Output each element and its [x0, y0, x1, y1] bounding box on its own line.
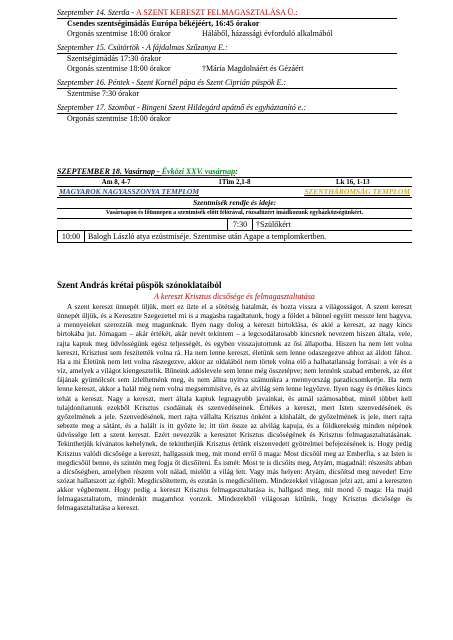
mass-row: Orgonás szentmise 18:00 órakor †Mária Magdolnáért és Gézáért	[67, 64, 304, 73]
day-subline: Szentségimádás 17:30 órakor	[67, 54, 162, 63]
sermon-title: Szent András krétai püspök szónoklataiból	[57, 280, 222, 290]
church-headers	[57, 186, 412, 198]
day-entry	[57, 78, 397, 99]
mass-row: Orgonás szentmise 18:00 órakor Háláből, házassági évforduló alkalmából	[67, 29, 333, 38]
day-subline: Csendes szentségimádás Európa békéjéért, 16:45 órakor	[67, 19, 260, 28]
day-heading: Szeptember 14. Szerda - A SZENT KERESZT FELMAGASZTALÁSA Ü.:	[57, 8, 397, 19]
day-subline: Szentmise 7:30 órakor	[67, 89, 139, 98]
sermon-body: A szent kereszt ünnepét üljük, mert ez űzte el a sötétség hatalmát, és hozta vissza a világosságot. A szent kereszt ünnepét üljük, és a Keresztre Szegezettel mi is a magasba ragadtatunk, hogy a földet a bűnnel együtt messze lent hagyva, a mennyeieket szerezzük meg magunknak. Ilyen nagy dolog a kereszt birtoklása, és akié a kereszt, az nagy kincs birtokába jut. Jómagam – akár értékét, akár nevét tekintem – a legcsodálatosabb kincsnek nevezem hiszen általa, vele, rajta kaptuk meg üdvösségünk egész teljességét, és egyben visszajutottunk az ősi állapotba. Hiszen ha nem lett volna kereszt, Krisztust sem feszítették volna rá. Ha nem lenne kereszt, életünk sem lenne odaszegezve ahhoz az áldott fához. Ha a mi Életünk nem lett volna rászegezve, akkor az oldalából nem törtek volna elő a halhatatlanság forrásai: a vér és a víz, amelyek a világot kiengesztelik. Bűneink adóslevele sem lenne még összetépve; nem lennénk szabad emberek, az élet fájának gyümölcsét sem ízlelhetnénk meg, és nem állna nyitva számunkra a mennyország paradicsomkertje. Ha nem lenne kereszt, akkor a halál még nem volna megsemmisítve, és az alvilág sem lenne legyőzve. Ilyen nagy és értékes kincs tehát a kereszt. Nagy a kereszt, mert általa kaptuk legnagyobb javainkat, és annál számosabbat, minél többet kell tulajdonítanunk ezekből Krisztus csodáinak és szenvedéseinek. Értékes a kereszt, mert Isten szenvedésének és győzelmének a jele. Szenvedésének, mert rajta vállalta Krisztus önként a kínhalált, de győzelmének is jele, mert rajta sebezte meg a sátánt, és a halált is itt győzte le; itt tört össze az alvilág kapuja, és a földkerekség minden népének üdvössége lett a szent kereszt. Ezért nevezzük a keresztet Krisztus dicsőségének és Krisztus felmagasztaltatásának. Tekinthetjük kívánatos kehelynek, de tekinthetjük Krisztus értünk elszenvedett gyötrelmei befejezésének is. Hogy pedig Krisztus valódi dicsősége a kereszt, hallgassuk meg, mit mond erről ő maga: Most dicsőül meg az Emberfia, s az Isten is megdicsőül benne, és szintén meg fogja őt dicsőíteni. És ismét: Most te is dicsőíts meg, Atyám, magadnál: részesíts abban a dicsőségben, amelyben részem volt nálad, mielőtt a világ lett. Vagy más helyen: Atyám, dicsőítsd meg nevedet! Erre szózat hallatszott az égből: Megdicsőítettem, és ezután is megdicsőítem. Mindezekkel világosan jelzi azt, ami a kereszten akkor végbement. Hogy pedig a kereszt Krisztus felmagasztaltatása is, hallgasd meg, mit mond ő maga: Ha majd felmagasztaltatom, mindenkit magamhoz vonzok. Mindezekből világosan kitűnik, hogy Krisztus dicsősége és felmagasztaltatása a kereszt.	[57, 303, 412, 513]
day-subline: Orgonás szentmise 18:00 órakor	[67, 114, 171, 123]
church-left: MAGYAROK NAGYASSZONYA TEMPLOM	[59, 187, 200, 196]
mass-order-title: Szentmisék rendje és ideje:	[57, 198, 412, 209]
day-heading: Szeptember 15. Csütörtök - A fájdalmas Szűzanya E.:	[57, 43, 397, 54]
day-heading: Szeptember 17. Szombat - Bingeni Szent Hildegárd apátnő és egyháztanító e.:	[57, 103, 397, 114]
sermon-subtitle: A kereszt Krisztus dicsősége és felmagasztaltatása	[154, 292, 315, 301]
sermon-section	[57, 279, 412, 514]
sunday-schedule	[57, 167, 412, 243]
day-entry	[57, 103, 397, 124]
day-entry	[57, 8, 397, 39]
weekday-schedule	[57, 8, 397, 128]
mass-table-row: 10:00 Balogh László atya ezüstmiséje. Szentmise után Agape a templomkertben.	[57, 231, 412, 243]
day-entry	[57, 43, 397, 74]
feast-name: A SZENT KERESZT FELMAGASZTALÁSA Ü.:	[136, 8, 298, 17]
church-right: SZENTHÁROMSÁG TEMPLOM	[304, 187, 410, 196]
sunday-title: SZEPTEMBER 18. Vasárnap - Évközi XXV. vasárnap:	[57, 167, 238, 176]
rosary-note: Vasárnapon és főünnepen a szentmisék előtt félórával, rózsafüzért imádkozunk egyházközségünkért.	[57, 209, 412, 219]
mass-table-row: 7:30 †Szülőkért	[57, 219, 412, 231]
day-heading: Szeptember 16. Péntek - Szent Kornél pápa és Szent Ciprián püspök E.:	[57, 78, 397, 89]
sunday-readings: Am 8, 4-7 1Tim 2,1-8 Lk 16, 1-13	[57, 177, 412, 186]
